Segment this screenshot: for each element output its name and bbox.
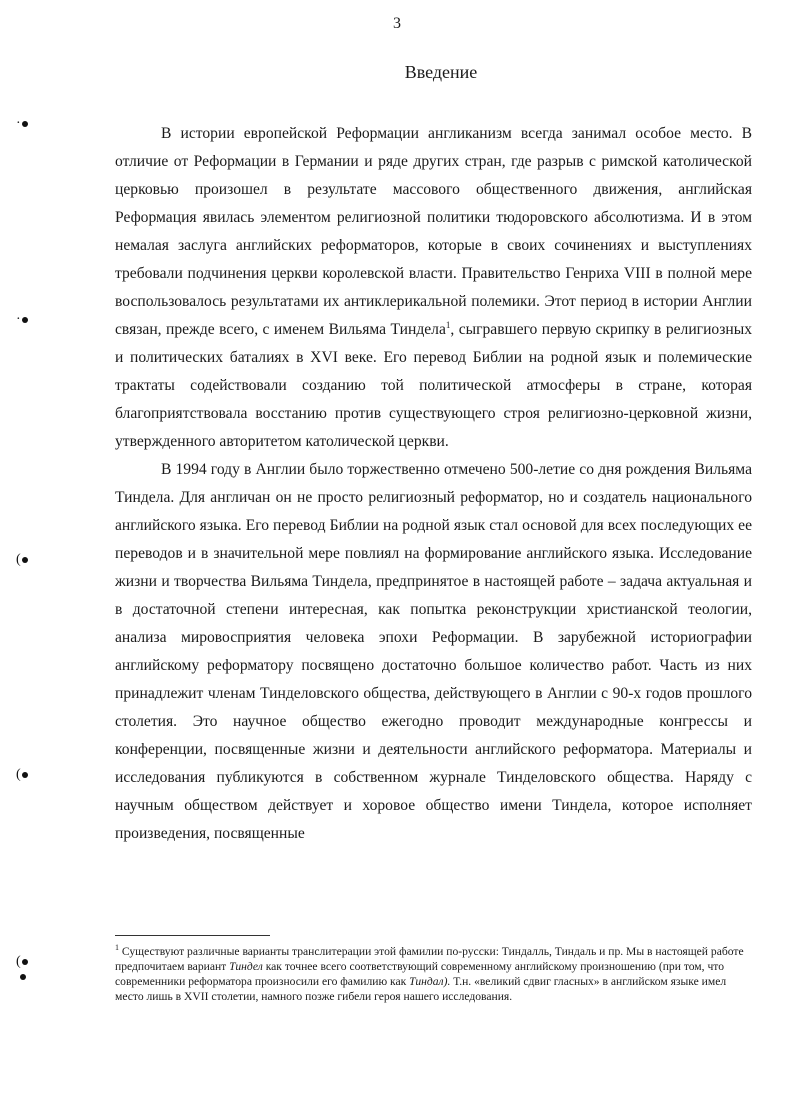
paragraph-2: В 1994 году в Англии было торжественно отмечено 500-летие со дня рождения Вильяма Тиндела. Для англичан он не просто религиозный реформатор, но и создатель национального английского языка. Его перевод Библии на родной язык стал основой для всех последующих ее переводов и в значительной мере повлиял на формирование английского языка. Исследование жизни и творчества Вильяма Тиндела, предпринятое в настоящей работе – задача актуальная и в достаточной степени интересная, как попытка реконструкции христианской теологии, анализа мировосприятия человека эпохи Реформации. В зарубежной историографии английскому реформатору посвящено достаточно большое количество работ. Часть из них принадлежит членам Тинделовского общества, действующего в Англии с 90-х годов прошлого столетия. Это научное общество ежегодно проводит международные конгрессы и конференции, посвященные жизни и деятельности английского реформатора. Материалы и исследования публикуются в собственном журнале Тинделовского общества. Наряду с научным обществом действует и хоровое общество имени Тиндела, которое исполняет произведения, посвященные xyxy=(115,461,752,842)
footnote-italic-2: Тиндал). xyxy=(409,975,451,988)
footnote-reference[interactable]: 1 xyxy=(445,319,451,330)
binding-hole-mark: ( xyxy=(16,553,28,567)
binding-hole-mark xyxy=(19,970,26,984)
binding-hole-mark: · xyxy=(16,117,28,131)
binding-hole-mark: · xyxy=(16,313,28,327)
binding-hole-mark: ( xyxy=(16,955,28,969)
footnote-text-1: Существуют различные варианты транслитерации этой фамилии по-русски: Тиндалль, Тиндаль и пр. Мы в настоящей работе предпочитаем вариант xyxy=(115,945,744,973)
footnote-divider xyxy=(115,935,270,936)
binding-hole-mark: ( xyxy=(16,768,28,782)
footnote-text-2: как точнее всего соответствующий современному английскому произношению (при том, что современники реформатора произносили его фамилию как xyxy=(115,960,724,988)
section-heading: Введение xyxy=(404,62,478,82)
page-number: 3 xyxy=(393,15,401,32)
body-text xyxy=(115,120,752,848)
paragraph-1-text-b: , сыгравшего первую скрипку в религиозных и политических баталиях в XVI веке. Его перевод Библии на родной язык и полемические трактаты содействовали созданию той политической атмосферы в стране, которая благоприятствовала восстанию против существующего строя религиозно-церковной жизни, утвержденного авторитетом католической церкви. xyxy=(115,321,752,450)
footnote-text-3: Т.н. «великий сдвиг гласных» в английском языке имел место лишь в XVII столетии, намного позже гибели героя нашего исследования. xyxy=(115,975,727,1003)
paragraph-1-text-a: В истории европейской Реформации англиканизм всегда занимал особое место. В отличие от Реформации в Германии и ряде других стран, где разрыв с римской католической церковью произошел в результате массового общественного движения, английская Реформация явилась элементом религиозной политики тюдоровского абсолютизма. И в этом немалая заслуга английских реформаторов, которые в своих сочинениях и выступлениях требовали подчинения церкви королевской власти. Правительство Генриха VIII в полной мере воспользовалось результатами их антиклерикальной полемики. Этот период в истории Англии связан, прежде всего, с именем Вильяма Тиндела xyxy=(115,125,752,338)
footnote xyxy=(115,944,755,1004)
footnote-italic-1: Тиндел xyxy=(229,960,263,973)
footnote-mark: 1 xyxy=(115,943,119,953)
paragraph-1 xyxy=(115,120,752,456)
